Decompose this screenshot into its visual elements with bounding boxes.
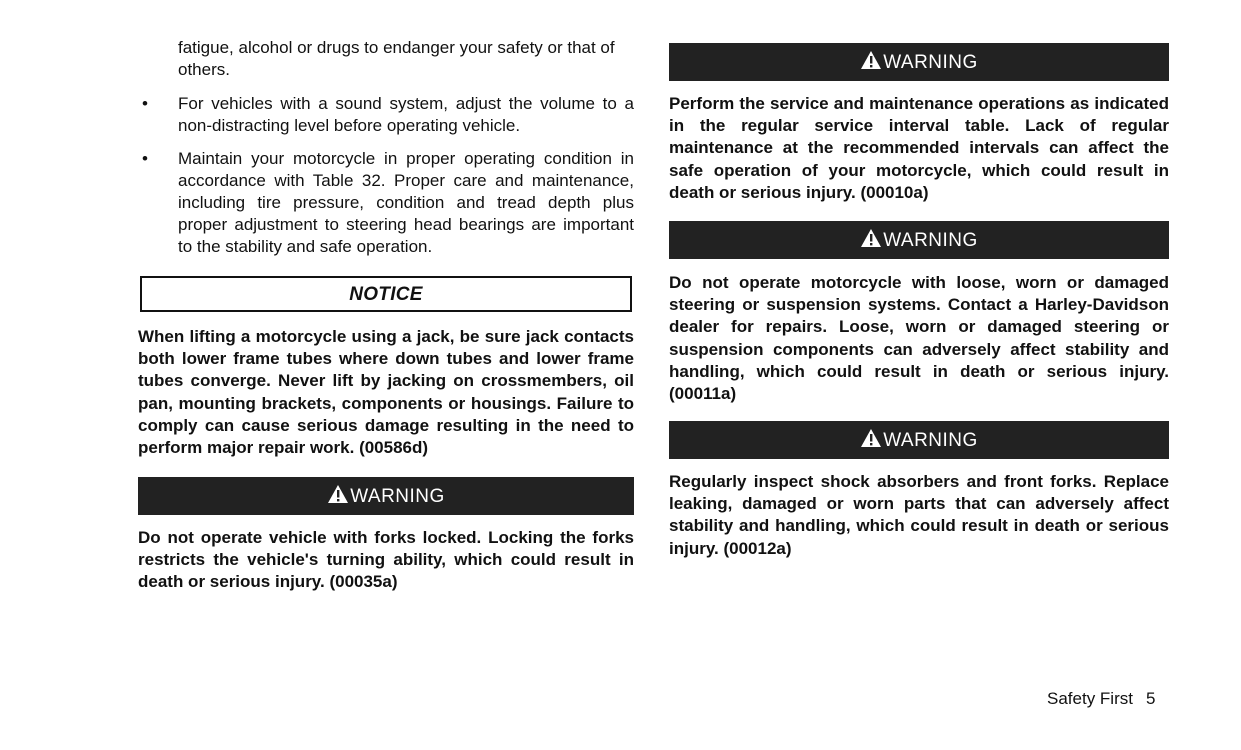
warning-bar: [669, 421, 1169, 459]
warning-bar: [669, 43, 1169, 81]
warning-bar: [669, 221, 1169, 259]
bullet-list: [138, 93, 634, 269]
warning-label: WARNING: [350, 486, 445, 507]
warning-triangle-icon: [860, 428, 882, 448]
warning-text: Perform the service and maintenance operations as indicated in the regular service interval table. Lack of regular maintenance at the recommended intervals can affect the safe operation of your motorcycle, which could result in death or serious injury. (00010a): [669, 94, 1169, 202]
warning-triangle-icon: [860, 50, 882, 70]
notice-text: When lifting a motorcycle using a jack, be sure jack contacts both lower frame tubes where down tubes and lower frame tubes converge. Never lift by jacking on crossmembers, oil pan, mounting brackets, components or housings. Failure to comply can cause serious damage resulting in the need to perform major repair work. (00586d): [138, 327, 634, 458]
bullet-icon: •: [142, 149, 148, 168]
bullet-text: Maintain your motorcycle in proper operating condition in accordance with Table 32. Proper care and maintenance, including tire pressure, condition and tread depth plus proper adjustment to steering head bearings are important to the stability and safe operation.: [178, 149, 634, 256]
warning-triangle-icon: [327, 484, 349, 504]
page-footer: [1047, 688, 1155, 710]
warning-text: Do not operate vehicle with forks locked. Locking the forks restricts the vehicle's turning ability, which could result in death or serious injury. (00035a): [138, 528, 634, 592]
page-number: 5: [1145, 689, 1156, 708]
list-item: [138, 148, 634, 258]
warning-label: WARNING: [883, 230, 978, 251]
warning-bar: [138, 477, 634, 515]
warning-label: WARNING: [883, 430, 978, 451]
continuation-text: fatigue, alcohol or drugs to endanger your safety or that of others.: [178, 38, 615, 79]
section-title: Safety First: [1047, 689, 1133, 708]
bullet-icon: •: [142, 94, 148, 113]
warning-text: Regularly inspect shock absorbers and front forks. Replace leaking, damaged or worn parts that can adversely affect stability and handling, which could result in death or serious injury. (00012a): [669, 472, 1169, 558]
warning-label: WARNING: [883, 52, 978, 73]
warning-text: Do not operate motorcycle with loose, worn or damaged steering or suspension systems. Contact a Harley-Davidson dealer for repairs. Loose, worn or damaged steering or suspension components can adversely affect stability and handling, which could result in death or serious injury. (00011a): [669, 273, 1169, 404]
list-item: [138, 93, 634, 137]
warning-triangle-icon: [860, 228, 882, 248]
bullet-text: For vehicles with a sound system, adjust the volume to a non-distracting level before operating vehicle.: [178, 94, 634, 135]
notice-heading: NOTICE: [140, 276, 632, 312]
